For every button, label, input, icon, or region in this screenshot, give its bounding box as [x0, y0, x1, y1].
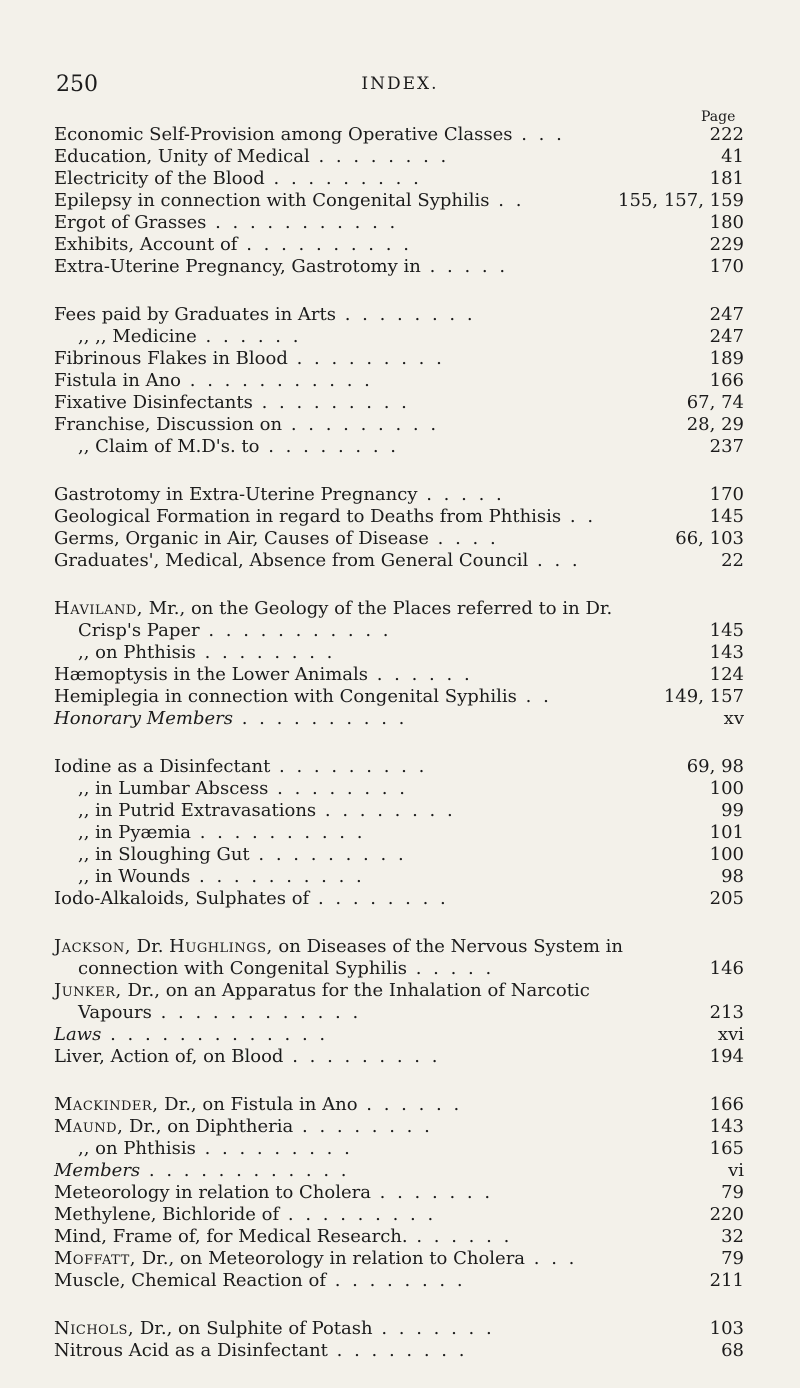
index-entry: [54, 1024, 764, 1046]
entry-label: Exhibits, Account of: [54, 234, 238, 255]
entry-page-ref: 205: [709, 888, 744, 909]
leader-dots: . . . . . . . . . . .: [206, 212, 399, 233]
entry-page-ref: xvi: [717, 1024, 744, 1045]
leader-dots: . . . . . . . . .: [270, 756, 428, 777]
entry-author: Moffatt,: [54, 1248, 136, 1269]
entry-page-ref: 124: [709, 664, 744, 685]
entry-text: [54, 598, 612, 620]
entry-label: ,, in Pyæmia: [78, 822, 191, 843]
index-section: [54, 124, 764, 278]
entry-page-ref: 166: [709, 1094, 744, 1115]
index-entry: [54, 1138, 764, 1160]
index-entry: [54, 304, 764, 326]
index-entry: [54, 1116, 764, 1138]
entry-text: [54, 550, 581, 572]
entry-text: [54, 866, 365, 888]
entry-page-ref: vi: [728, 1160, 744, 1181]
index-entry: [54, 414, 764, 436]
entry-page-ref: 145: [709, 506, 744, 527]
leader-dots: . . . . . . . .: [309, 146, 450, 167]
entry-author: Junker,: [54, 980, 122, 1001]
entry-text: [54, 348, 445, 370]
entry-label: Dr., on Meteorology in relation to Cholera: [135, 1248, 526, 1269]
entry-page-ref: 247: [709, 326, 744, 347]
leader-dots: . . . . . . . .: [195, 642, 336, 663]
index-entry: [54, 980, 764, 1002]
entry-label: on Diseases of the Nervous System in: [272, 936, 623, 957]
entry-page-ref: 155, 157, 159: [618, 190, 744, 211]
entry-label: Iodine as a Disinfectant: [54, 756, 271, 777]
entry-page-ref: 145: [709, 620, 744, 641]
entry-label: ,, ,, Medicine: [78, 326, 197, 347]
entry-label: Iodo-Alkaloids, Sulphates of: [54, 888, 310, 909]
entry-author: Maund,: [54, 1116, 124, 1137]
index-entry: [54, 620, 764, 642]
entry-page-ref: 170: [709, 256, 744, 277]
entry-label: ,, on Phthisis: [78, 642, 196, 663]
entry-text: [54, 124, 565, 146]
index-entry: [54, 1160, 764, 1182]
leader-dots: . . . . .: [417, 484, 505, 505]
leader-dots: . . . . . . . . . . . .: [151, 1002, 362, 1023]
leader-dots: . . . . . . . . .: [249, 844, 407, 865]
index-entry: [54, 124, 764, 146]
index-entry: [54, 598, 764, 620]
entry-label: Geological Formation in regard to Deaths from Phthisis: [54, 506, 562, 527]
entry-page-ref: 22: [721, 550, 744, 571]
entry-label: Ergot of Grasses: [54, 212, 207, 233]
index-entry: [54, 1248, 764, 1270]
entry-page-ref: 211: [709, 1270, 744, 1291]
entry-text: [54, 484, 505, 506]
index-entry: [54, 1002, 764, 1024]
entry-text: [54, 326, 301, 348]
leader-dots: . . . . . . . .: [309, 888, 449, 909]
entry-text: [54, 936, 623, 958]
entry-text: [54, 1340, 467, 1362]
index-entry: [54, 550, 764, 572]
entry-text: [54, 234, 412, 256]
entry-text: [54, 1226, 512, 1248]
entry-page-ref: 143: [709, 642, 744, 663]
index-entry: [54, 484, 764, 506]
leader-dots: . . . . . . . . . . . .: [140, 1160, 350, 1181]
leader-dots: . . . . . . . . .: [195, 1138, 353, 1159]
index-entry: [54, 212, 764, 234]
index-entry: [54, 756, 764, 778]
index-entry: [54, 686, 764, 708]
entry-page-ref: 103: [709, 1318, 744, 1339]
entry-italic: Members: [54, 1160, 141, 1181]
entry-page-ref: 222: [709, 124, 744, 145]
entry-page-ref: 189: [709, 348, 744, 369]
entry-label: Gastrotomy in Extra-Uterine Pregnancy: [54, 484, 418, 505]
entry-page-ref: 28, 29: [686, 414, 744, 435]
entry-page-ref: 194: [709, 1046, 744, 1067]
entry-text: [54, 888, 449, 910]
entry-text: [54, 146, 449, 168]
entry-page-ref: 100: [709, 844, 744, 865]
entry-label: Dr., on Diphtheria: [123, 1116, 294, 1137]
entry-text: [54, 1116, 433, 1138]
running-title: INDEX.: [361, 74, 439, 94]
entry-text: [54, 1160, 350, 1182]
index-entry: [54, 1094, 764, 1116]
leader-dots: . . . .: [428, 528, 499, 549]
entry-page-ref: 68: [721, 1340, 744, 1361]
entry-text: [54, 506, 596, 528]
index-entry: [54, 866, 764, 888]
index-entry: [54, 1226, 764, 1248]
entry-label: Germs, Organic in Air, Causes of Disease: [54, 528, 429, 549]
index-entry: [54, 528, 764, 550]
entry-label: Nitrous Acid as a Disinfectant: [54, 1340, 328, 1361]
entry-label: Extra-Uterine Pregnancy, Gastrotomy in: [54, 256, 421, 277]
leader-dots: . .: [489, 190, 525, 211]
entry-label: connection with Congenital Syphilis: [78, 958, 407, 979]
entry-label: ,, on Phthisis: [78, 1138, 196, 1159]
entry-text: [54, 190, 524, 212]
entry-page-ref: 98: [721, 866, 744, 887]
index-entry: [54, 146, 764, 168]
entry-author: Jackson,: [54, 936, 131, 957]
index-section: [54, 598, 764, 730]
entry-label: Dr., on an Apparatus for the Inhalation of Narcotic: [121, 980, 590, 1001]
entry-label: ,, in Lumbar Abscess: [78, 778, 269, 799]
leader-dots: . . . . . . .: [370, 1182, 494, 1203]
leader-dots: . . . . . . . .: [327, 1340, 468, 1361]
leader-dots: . . . . . .: [196, 326, 302, 347]
index-entry: [54, 1270, 764, 1292]
index-section: [54, 484, 764, 572]
entry-label: Hæmoptysis in the Lower Animals: [54, 664, 368, 685]
entry-page-ref: 67, 74: [686, 392, 744, 413]
entry-text: [54, 1024, 328, 1046]
entry-text: [54, 664, 473, 686]
entry-label: Fixative Disinfectants: [54, 392, 253, 413]
index-entry: [54, 1046, 764, 1068]
entry-text: [54, 822, 365, 844]
leader-dots: . . . . . . . . .: [264, 168, 422, 189]
index-section: [54, 1094, 764, 1292]
index-entry: [54, 1204, 764, 1226]
entry-text: [54, 304, 476, 326]
index-entry: [54, 936, 764, 958]
entry-text: [54, 370, 373, 392]
entry-page-ref: 100: [709, 778, 744, 799]
entry-page-ref: 181: [709, 168, 744, 189]
entry-text: [54, 528, 499, 550]
index-entry: [54, 436, 764, 458]
entry-label: ,, in Putrid Extravasations: [78, 800, 317, 821]
entry-text: [54, 642, 335, 664]
entry-text: [54, 778, 408, 800]
index-entry: [54, 370, 764, 392]
leader-dots: . . . . . . .: [372, 1318, 495, 1339]
leader-dots: . . . . . . . . .: [287, 348, 445, 369]
leader-dots: . . . . . .: [368, 664, 473, 685]
entry-label: Vapours: [78, 1002, 152, 1023]
leader-dots: . . . . . . . . . .: [232, 708, 408, 729]
leader-dots: . . . . . . . .: [259, 436, 400, 457]
leader-dots: . . . . . . . .: [336, 304, 476, 325]
entry-text: [54, 256, 508, 278]
index-section: [54, 936, 764, 1068]
entry-page-ref: 32: [721, 1226, 744, 1247]
leader-dots: . . . . . . . . .: [282, 414, 440, 435]
index-section: [54, 1318, 764, 1362]
entry-page-ref: 229: [709, 234, 744, 255]
entry-page-ref: 101: [709, 822, 744, 843]
entry-page-ref: 247: [709, 304, 744, 325]
entry-italic: Laws: [54, 1024, 102, 1045]
entry-label: Electricity of the Blood: [54, 168, 265, 189]
entry-text: [54, 1318, 495, 1340]
page-column-label: Page: [701, 109, 736, 125]
entry-text: [54, 1094, 462, 1116]
leader-dots: . . .: [525, 1248, 578, 1269]
entry-text: [54, 686, 552, 708]
entry-label: ,, Claim of M.D's. to: [78, 436, 260, 457]
index-entry: [54, 1318, 764, 1340]
entry-label: Mind, Frame of, for Medical Research.: [54, 1226, 408, 1247]
leader-dots: . .: [561, 506, 597, 527]
entry-page-ref: 166: [709, 370, 744, 391]
entry-label: Fistula in Ano: [54, 370, 182, 391]
index-entry: [54, 844, 764, 866]
entry-label: Dr., on Sulphite of Potash: [134, 1318, 373, 1339]
entry-text: [54, 844, 407, 866]
entry-label: Crisp's Paper: [78, 620, 200, 641]
index-entry: [54, 800, 764, 822]
index-entry: [54, 506, 764, 528]
leader-dots: . . . . . .: [407, 1226, 513, 1247]
entry-label: Hemiplegia in connection with Congenital Syphilis: [54, 686, 517, 707]
entry-text: [54, 1138, 353, 1160]
index-entries: [54, 124, 764, 1388]
leader-dots: . . . . . . . . .: [283, 1046, 441, 1067]
leader-dots: . .: [516, 686, 552, 707]
index-entry: [54, 256, 764, 278]
entry-label: ,, in Sloughing Gut: [78, 844, 250, 865]
entry-label: Fibrinous Flakes in Blood: [54, 348, 288, 369]
index-section: [54, 304, 764, 458]
entry-author: Haviland,: [54, 598, 144, 619]
leader-dots: . . .: [512, 124, 565, 145]
entry-text: [54, 436, 399, 458]
entry-page-ref: 99: [721, 800, 744, 821]
entry-text: [54, 958, 494, 980]
entry-text: [54, 1270, 466, 1292]
entry-text: [54, 1248, 577, 1270]
entry-text: [54, 392, 410, 414]
entry-label: Liver, Action of, on Blood: [54, 1046, 284, 1067]
entry-page-ref: 79: [721, 1248, 744, 1269]
index-entry: [54, 1182, 764, 1204]
entry-italic: Honorary Members: [54, 708, 233, 729]
entry-page-ref: 79: [721, 1182, 744, 1203]
entry-label: Muscle, Chemical Reaction of: [54, 1270, 326, 1291]
entry-page-ref: 146: [709, 958, 744, 979]
leader-dots: . . . . . . . .: [316, 800, 456, 821]
index-entry: [54, 326, 764, 348]
leader-dots: . . . . .: [420, 256, 509, 277]
index-entry: [54, 642, 764, 664]
entry-text: [54, 1002, 361, 1024]
entry-page-ref: 213: [709, 1002, 744, 1023]
entry-text: [54, 1204, 436, 1226]
leader-dots: . . . . . . . . . . . . .: [101, 1024, 329, 1045]
leader-dots: . . . . . . . .: [293, 1116, 433, 1137]
entry-text: [54, 756, 427, 778]
entry-label: Education, Unity of Medical: [54, 146, 310, 167]
page-header: [56, 72, 744, 96]
entry-label: Methylene, Bichloride of: [54, 1204, 280, 1225]
leader-dots: . . . . . . . . . .: [191, 822, 366, 843]
entry-text: [54, 1046, 440, 1068]
entry-text: [54, 1182, 493, 1204]
entry-page-ref: 149, 157: [663, 686, 744, 707]
index-entry: [54, 888, 764, 910]
leader-dots: . . . . .: [406, 958, 495, 979]
entry-page-ref: 237: [709, 436, 744, 457]
index-entry: [54, 664, 764, 686]
leader-dots: . . . . . . . . . . .: [199, 620, 392, 641]
leader-dots: . . . . . . . . . . .: [181, 370, 373, 391]
index-entry: [54, 234, 764, 256]
page-number: 250: [56, 72, 98, 97]
entry-page-ref: 41: [721, 146, 744, 167]
index-entry: [54, 778, 764, 800]
index-entry: [54, 822, 764, 844]
entry-page-ref: 165: [709, 1138, 744, 1159]
index-entry: [54, 708, 764, 730]
entry-text: [54, 800, 456, 822]
entry-text: [54, 708, 407, 730]
entry-text: [54, 620, 392, 642]
entry-text: [54, 168, 422, 190]
entry-page-ref: 220: [709, 1204, 744, 1225]
entry-label: Economic Self-Provision among Operative Classes: [54, 124, 513, 145]
entry-text: [54, 414, 439, 436]
entry-author: Nichols,: [54, 1318, 135, 1339]
entry-page-ref: xv: [723, 708, 744, 729]
entry-text: [54, 980, 590, 1002]
entry-label: Dr.: [130, 936, 170, 957]
index-entry: [54, 190, 764, 212]
leader-dots: . . . . . . . .: [268, 778, 408, 799]
index-section: [54, 756, 764, 910]
entry-label: Dr., on Fistula in Ano: [158, 1094, 358, 1115]
index-entry: [54, 348, 764, 370]
entry-label: Graduates', Medical, Absence from General Council: [54, 550, 529, 571]
index-entry: [54, 168, 764, 190]
leader-dots: . . . . . . . . . .: [237, 234, 412, 255]
entry-label: Meteorology in relation to Cholera: [54, 1182, 371, 1203]
entry-label: Mr., on the Geology of the Places referred to in Dr.: [143, 598, 613, 619]
entry-text: [54, 212, 398, 234]
leader-dots: . . . . . . . . .: [252, 392, 410, 413]
leader-dots: . . .: [528, 550, 581, 571]
leader-dots: . . . . . . . . . .: [190, 866, 365, 887]
index-entry: [54, 1340, 764, 1362]
entry-label: Epilepsy in connection with Congenital Syphilis: [54, 190, 490, 211]
leader-dots: . . . . . . . . .: [279, 1204, 437, 1225]
index-entry: [54, 392, 764, 414]
entry-page-ref: 66, 103: [675, 528, 744, 549]
entry-page-ref: 69, 98: [686, 756, 744, 777]
leader-dots: . . . . . .: [357, 1094, 463, 1115]
index-entry: [54, 958, 764, 980]
entry-page-ref: 143: [709, 1116, 744, 1137]
entry-author: Hughlings,: [169, 936, 273, 957]
entry-label: Fees paid by Graduates in Arts: [54, 304, 336, 325]
entry-author: Mackinder,: [54, 1094, 159, 1115]
entry-label: ,, in Wounds: [78, 866, 191, 887]
entry-page-ref: 180: [709, 212, 744, 233]
entry-page-ref: 170: [709, 484, 744, 505]
leader-dots: . . . . . . . .: [326, 1270, 466, 1291]
entry-label: Franchise, Discussion on: [54, 414, 283, 435]
